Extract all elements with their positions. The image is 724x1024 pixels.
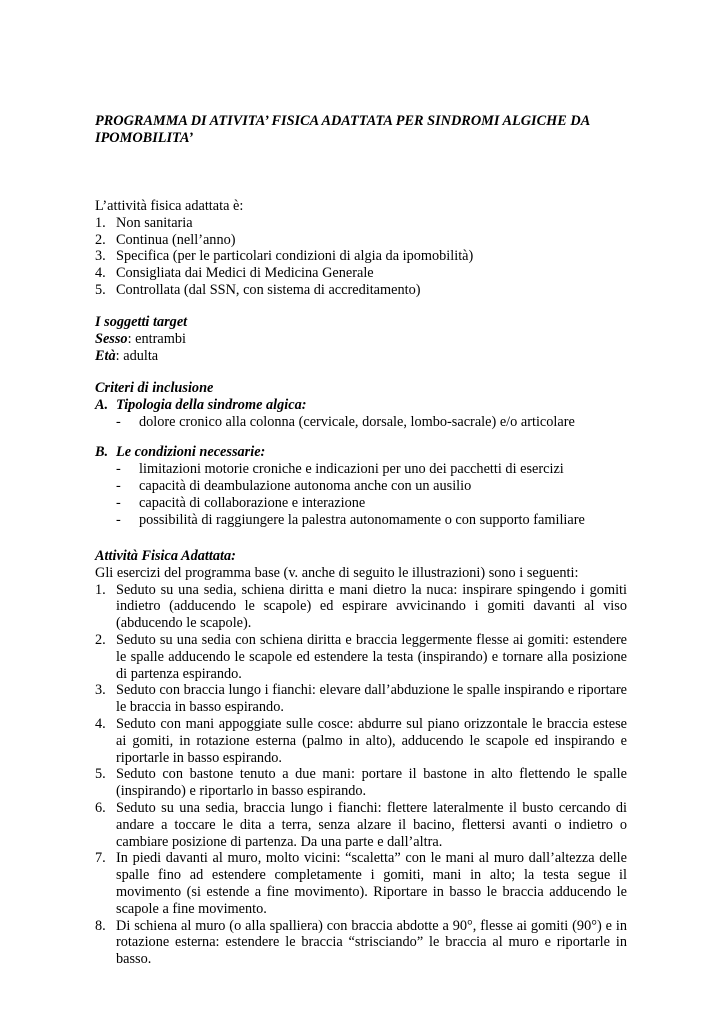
list-item <box>95 716 627 766</box>
item-text: Controllata (dal SSN, con sistema di accreditamento) <box>116 281 421 298</box>
item-text: Seduto con bastone tenuto a due mani: portare il bastone in alto flettendo le spalle (inspirando) e riportarlo in basso espirando. <box>116 766 627 800</box>
item-number: 5. <box>95 766 106 783</box>
list-item <box>95 248 627 265</box>
list-item <box>95 800 627 850</box>
list-item <box>95 282 627 299</box>
criteria-heading: Criteri di inclusione <box>95 380 214 396</box>
item-text: Seduto su una sedia con schiena diritta e braccia leggermente flesse ai gomiti: estendere le spalle adducendo le scapole ed estendere la testa (inspirando) e tornare alla posizione di partenza espirando. <box>116 631 627 682</box>
item-number: 7. <box>95 850 106 867</box>
criteria-a-list <box>95 414 627 431</box>
criteria-b-letter: B. <box>95 444 109 461</box>
list-item <box>95 582 627 632</box>
list-item <box>95 766 627 800</box>
item-text: Consigliata dai Medici di Medicina Generale <box>116 265 374 282</box>
item-number: 5. <box>95 281 106 298</box>
list-item <box>95 682 627 716</box>
item-text: Seduto su una sedia, braccia lungo i fianchi: flettere lateralmente il busto cercando di andare a toccare le dita a terra, senza alzare il bacino, flettersi avanti o indietro o cambiare posizione di partenza. Da una parte e dall’altra. <box>116 799 627 850</box>
list-item <box>95 215 627 232</box>
item-number: 2. <box>95 231 106 248</box>
list-item <box>95 232 627 249</box>
list-item <box>95 461 627 478</box>
eta-value: : adulta <box>115 347 159 364</box>
item-text: Seduto su una sedia, schiena diritta e mani dietro la nuca: inspirare spingendo i gomiti indietro (adducendo le scapole) ed espirare avvicinando i gomiti davanti al viso (abducendo le scapole). <box>116 581 627 632</box>
dash-bullet: - <box>116 494 121 511</box>
document-title: PROGRAMMA DI ATIVITA’ FISICA ADATTATA PER SINDROMI ALGICHE DA IPOMOBILITA’ <box>95 113 590 146</box>
list-item <box>95 512 627 529</box>
exercises-heading: Attività Fisica Adattata: <box>95 548 236 564</box>
item-text: Continua (nell’anno) <box>116 231 236 248</box>
criteria-a-letter: A. <box>95 396 109 413</box>
item-number: 4. <box>95 715 106 732</box>
item-number: 1. <box>95 581 106 598</box>
sesso-value: : entrambi <box>127 330 186 347</box>
item-number: 6. <box>95 799 106 816</box>
item-number: 3. <box>95 248 106 265</box>
item-text: Di schiena al muro (o alla spalliera) con braccia abdotte a 90°, flesse ai gomiti (90°) e in rotazione esterna: estendere le braccia “strisciando” le braccia al muro e riportarle in basso. <box>116 917 627 968</box>
item-number: 2. <box>95 631 106 648</box>
list-item <box>95 265 627 282</box>
eta-label: Età <box>95 347 116 364</box>
item-text: Seduto con braccia lungo i fianchi: elevare dall’abduzione le spalle inspirando e riportare le braccia in basso espirando. <box>116 682 627 716</box>
item-text: Seduto con mani appoggiate sulle cosce: abdurre sul piano orizzontale le braccia estese ai gomiti, in rotazione esterna (palmo in alto), adducendo le scapole ed inspirando e riportarle in basso espirando. <box>116 715 627 766</box>
exercises-section <box>95 548 627 968</box>
item-text: capacità di collaborazione e interazione <box>139 494 366 511</box>
item-number: 8. <box>95 917 106 934</box>
criteria-b-heading <box>95 444 627 461</box>
list-item <box>95 918 627 968</box>
criteria-section <box>95 380 627 528</box>
exercises-lead: Gli esercizi del programma base (v. anche di seguito le illustrazioni) sono i seguenti: <box>95 564 579 581</box>
item-text: In piedi davanti al muro, molto vicini: “scaletta” con le mani al muro dall’altezza delle spalle fino ad estendere completamente i gomiti, mani in alto; la testa segue il movimento (si estende a fine movimento). Riportare in basso le braccia adducendo le scapole a fine movimento. <box>116 850 627 917</box>
item-number: 3. <box>95 682 106 699</box>
dash-bullet: - <box>116 413 121 430</box>
list-item <box>95 478 627 495</box>
item-text: capacità di deambulazione autonoma anche con un ausilio <box>139 477 472 494</box>
intro-list <box>95 215 627 299</box>
target-section <box>95 314 627 364</box>
exercises-list <box>95 582 627 968</box>
intro-lead: L’attività fisica adattata è: <box>95 198 244 214</box>
item-text: Non sanitaria <box>116 214 193 231</box>
list-item <box>95 495 627 512</box>
target-heading: I soggetti target <box>95 314 188 330</box>
criteria-a-heading <box>95 397 627 414</box>
dash-bullet: - <box>116 461 121 478</box>
criteria-b-list <box>95 461 627 528</box>
item-number: 4. <box>95 265 106 282</box>
item-text: possibilità di raggiungere la palestra autonomamente o con supporto familiare <box>139 511 585 528</box>
criteria-a-title: Tipologia della sindrome algica: <box>116 396 307 413</box>
item-text: limitazioni motorie croniche e indicazioni per uno dei pacchetti di esercizi <box>139 461 564 478</box>
sesso-label: Sesso <box>95 330 128 347</box>
intro-section <box>95 198 627 299</box>
list-item <box>95 632 627 682</box>
list-item <box>95 414 627 431</box>
dash-bullet: - <box>116 511 121 528</box>
dash-bullet: - <box>116 477 121 494</box>
item-text: dolore cronico alla colonna (cervicale, dorsale, lombo-sacrale) e/o articolare <box>139 413 575 430</box>
item-text: Specifica (per le particolari condizioni di algia da ipomobilità) <box>116 248 474 265</box>
item-number: 1. <box>95 214 106 231</box>
sesso-line <box>95 331 627 348</box>
eta-line <box>95 348 627 365</box>
list-item <box>95 850 627 917</box>
criteria-b-title: Le condizioni necessarie: <box>116 444 266 461</box>
